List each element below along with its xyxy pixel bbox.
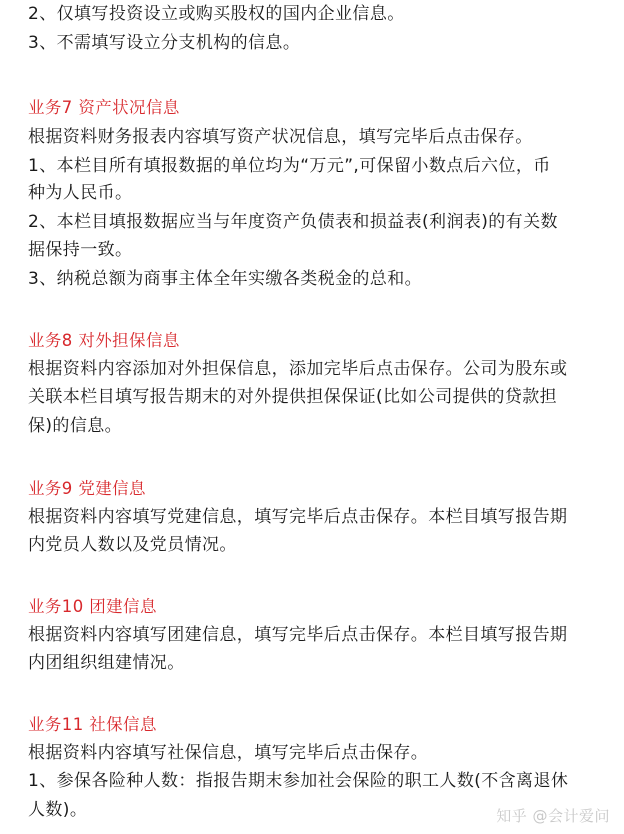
body-line: 3、不需填写设立分支机构的信息。 (28, 33, 301, 53)
section-heading-8: 业务8 对外担保信息 (28, 331, 180, 350)
body-line: 2、仅填写投资设立或购买股权的国内企业信息。 (28, 4, 405, 24)
body-line: 根据资料内容填写社保信息，填写完毕后点击保存。 (28, 743, 429, 763)
body-line: 据保持一致。 (28, 240, 133, 260)
body-line: 根据资料内容填写党建信息，填写完毕后点击保存。本栏目填写报告期 (28, 507, 568, 527)
body-line: 2、本栏目填报数据应当与年度资产负债表和损益表(利润表)的有关数 (28, 212, 558, 232)
body-line: 3、纳税总额为商事主体全年实缴各类税金的总和。 (28, 269, 423, 289)
body-line: 内团组织组建情况。 (28, 653, 185, 673)
body-line: 根据资料财务报表内容填写资产状况信息，填写完毕后点击保存。 (28, 127, 533, 147)
section-heading-9: 业务9 党建信息 (28, 479, 146, 498)
body-line: 种为人民币。 (28, 183, 133, 203)
body-line: 根据资料内容填写团建信息，填写完毕后点击保存。本栏目填写报告期 (28, 625, 568, 645)
section-heading-10: 业务10 团建信息 (28, 597, 157, 616)
body-line: 保)的信息。 (28, 416, 123, 436)
body-line: 人数)。 (28, 800, 88, 820)
body-line: 根据资料内容添加对外担保信息，添加完毕后点击保存。公司为股东或 (28, 359, 568, 379)
body-line: 关联本栏目填写报告期末的对外提供担保保证(比如公司提供的贷款担 (28, 387, 558, 407)
section-heading-7: 业务7 资产状况信息 (28, 98, 180, 117)
body-line: 内党员人数以及党员情况。 (28, 535, 237, 555)
body-line: 1、参保各险种人数：指报告期末参加社会保险的职工人数(不含离退休 (28, 771, 569, 791)
section-heading-11: 业务11 社保信息 (28, 715, 157, 734)
body-line: 1、本栏目所有填报数据的单位均为“万元”,可保留小数点后六位，币 (28, 156, 551, 176)
watermark-text: 知乎 @会计爱问 (496, 807, 610, 825)
